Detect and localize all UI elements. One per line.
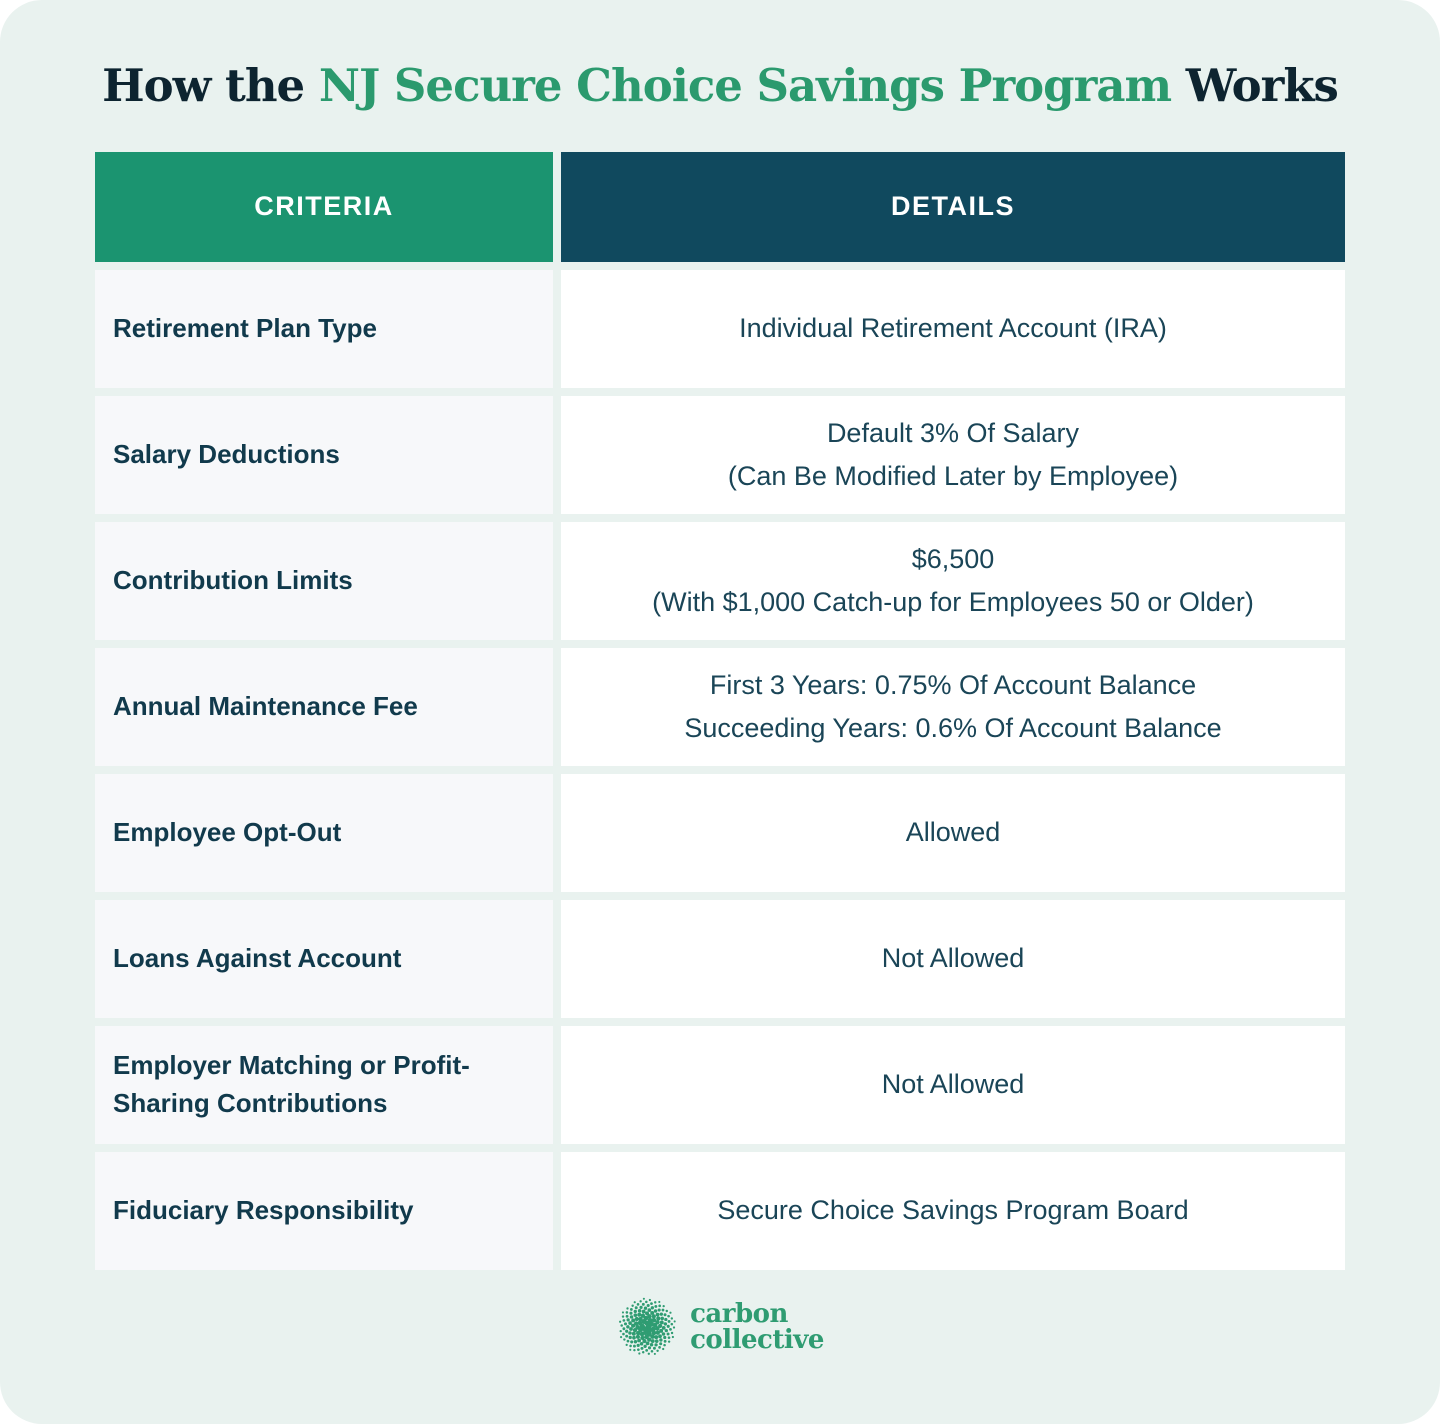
wordmark-line-2: collective xyxy=(690,1324,824,1355)
table-row xyxy=(95,774,1345,892)
details-cell xyxy=(561,396,1345,514)
details-line: (Can Be Modified Later by Employee) xyxy=(727,460,1179,491)
criteria-cell: Employee Opt-Out xyxy=(95,774,553,892)
details-cell xyxy=(561,1152,1345,1270)
details-line: (With $1,000 Catch-up for Employees 50 or Older) xyxy=(652,586,1254,617)
table-row xyxy=(95,270,1345,388)
details-cell xyxy=(561,522,1345,640)
page-title-suffix: Works xyxy=(1171,59,1338,112)
details-cell xyxy=(561,1026,1345,1144)
criteria-cell: Fiduciary Responsibility xyxy=(95,1152,553,1270)
details-cell xyxy=(561,648,1345,766)
wordmark-line-1: carbon xyxy=(690,1298,788,1329)
details-line: Succeeding Years: 0.6% Of Account Balance xyxy=(684,712,1222,743)
details-line: Not Allowed xyxy=(881,943,1025,974)
criteria-column-header: CRITERIA xyxy=(95,152,553,262)
page-title-prefix: How the xyxy=(102,59,319,112)
details-cell xyxy=(561,900,1345,1018)
details-cell xyxy=(561,774,1345,892)
table-row xyxy=(95,522,1345,640)
details-line: Secure Choice Savings Program Board xyxy=(717,1195,1189,1226)
carbon-collective-logo-icon xyxy=(616,1296,678,1358)
details-line: First 3 Years: 0.75% Of Account Balance xyxy=(709,669,1197,700)
table-body xyxy=(95,270,1345,1270)
details-line: $6,500 xyxy=(911,543,995,574)
criteria-cell: Employer Matching or Profit-Sharing Contributions xyxy=(95,1026,553,1144)
criteria-cell: Salary Deductions xyxy=(95,396,553,514)
table-row xyxy=(95,396,1345,514)
details-cell xyxy=(561,270,1345,388)
table-row xyxy=(95,900,1345,1018)
criteria-cell: Contribution Limits xyxy=(95,522,553,640)
table-header-row xyxy=(95,152,1345,262)
table-row xyxy=(95,1026,1345,1144)
criteria-cell: Loans Against Account xyxy=(95,900,553,1018)
details-column-header: DETAILS xyxy=(561,152,1345,262)
details-line: Not Allowed xyxy=(881,1069,1025,1100)
carbon-collective-wordmark xyxy=(690,1298,824,1355)
program-table xyxy=(95,152,1345,1270)
criteria-cell: Retirement Plan Type xyxy=(95,270,553,388)
footer-brand xyxy=(0,1296,1440,1358)
page-title xyxy=(0,0,1440,112)
details-line: Default 3% Of Salary xyxy=(826,417,1080,448)
details-line: Individual Retirement Account (IRA) xyxy=(739,313,1167,344)
table-row xyxy=(95,1152,1345,1270)
details-line: Allowed xyxy=(905,817,1001,848)
table-row xyxy=(95,648,1345,766)
criteria-cell: Annual Maintenance Fee xyxy=(95,648,553,766)
page-title-highlight: NJ Secure Choice Savings Program xyxy=(318,59,1172,112)
